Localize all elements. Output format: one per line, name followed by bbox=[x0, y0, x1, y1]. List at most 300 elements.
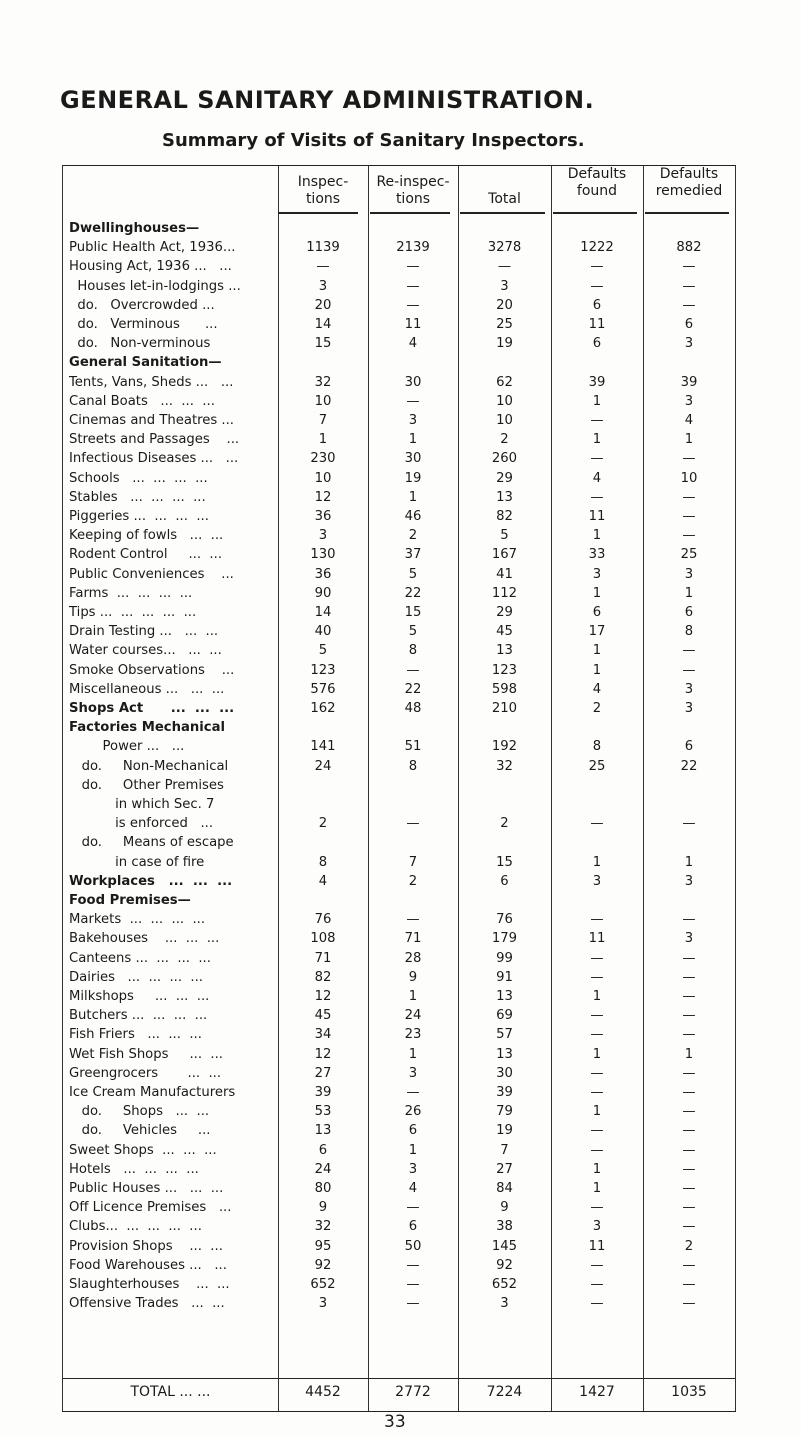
row-label: Power ... ... bbox=[69, 739, 185, 755]
cell-total: 123 bbox=[491, 662, 518, 678]
cell-defects-remedied: — bbox=[682, 1219, 696, 1235]
cell-reinspections: — bbox=[406, 816, 420, 832]
cell-defects-remedied: — bbox=[682, 489, 696, 505]
cell-defects-found: 2 bbox=[592, 701, 602, 716]
cell-inspections: 3 bbox=[318, 278, 328, 294]
table-row bbox=[63, 912, 736, 929]
row-label: Cinemas and Theatres ... bbox=[69, 413, 234, 428]
table-row bbox=[63, 1027, 736, 1044]
table-row bbox=[63, 874, 736, 891]
cell-total: 32 bbox=[496, 758, 513, 774]
cell-defects-found: 1 bbox=[592, 989, 602, 1004]
header-rule bbox=[645, 212, 729, 214]
cell-defects-remedied: 6 bbox=[684, 605, 694, 620]
row-label: in case of fire bbox=[69, 854, 205, 870]
cell-total: 92 bbox=[496, 1257, 513, 1273]
cell-defects-found: 1 bbox=[592, 854, 602, 870]
cell-reinspections: 2139 bbox=[396, 240, 430, 256]
cell-defects-remedied: — bbox=[682, 1161, 696, 1177]
table-row bbox=[63, 394, 736, 411]
table-row bbox=[63, 1123, 736, 1140]
cell-inspections: 24 bbox=[314, 758, 332, 774]
page-number: 33 bbox=[384, 1412, 406, 1432]
cell-inspections: 92 bbox=[314, 1257, 332, 1273]
table-row bbox=[63, 1258, 736, 1275]
row-label: do. Verminous ... bbox=[69, 317, 218, 332]
table-row bbox=[63, 1181, 736, 1198]
table-row bbox=[63, 1085, 736, 1102]
cell-reinspections: 22 bbox=[404, 585, 422, 601]
row-label: Dwellinghouses— bbox=[69, 221, 200, 236]
cell-inspections: 14 bbox=[314, 605, 332, 620]
cell-total: 79 bbox=[496, 1104, 513, 1120]
cell-reinspections: 28 bbox=[404, 950, 422, 966]
cell-defects-remedied: 3 bbox=[684, 393, 694, 409]
table-row bbox=[63, 816, 736, 833]
cell-inspections: 13 bbox=[314, 1123, 332, 1139]
cell-inspections: 95 bbox=[314, 1238, 332, 1254]
cell-reinspections: 24 bbox=[404, 1008, 422, 1024]
row-label: General Sanitation— bbox=[69, 355, 222, 371]
cell-defects-remedied: — bbox=[682, 1277, 696, 1292]
cell-defects-remedied: 1 bbox=[684, 585, 694, 601]
cell-inspections: 12 bbox=[314, 989, 332, 1004]
cell-defects-remedied: 1 bbox=[684, 854, 694, 870]
cell-defects-found: 6 bbox=[592, 336, 602, 352]
cell-total: 652 bbox=[491, 1277, 518, 1292]
table-row bbox=[63, 413, 736, 430]
row-label: Fish Friers ... ... ... bbox=[69, 1027, 202, 1043]
row-label: Drain Testing ... ... ... bbox=[69, 624, 219, 640]
cell-total: 13 bbox=[496, 489, 513, 505]
cell-total: 57 bbox=[496, 1027, 513, 1043]
cell-defects-remedied: — bbox=[682, 1104, 696, 1120]
row-label: do. Shops ... ... bbox=[69, 1104, 210, 1120]
cell-defects-remedied: — bbox=[682, 1296, 696, 1312]
row-label: Piggeries ... ... ... ... bbox=[69, 509, 209, 524]
cell-defects-remedied: 3 bbox=[684, 931, 694, 947]
cell-defects-found: 1 bbox=[592, 1104, 602, 1120]
cell-defects-found: — bbox=[590, 1085, 604, 1100]
cell-inspections: 12 bbox=[314, 1046, 332, 1062]
cell-inspections: 36 bbox=[314, 566, 332, 582]
cell-defects-remedied: — bbox=[682, 259, 696, 275]
table-row bbox=[63, 279, 736, 296]
cell-total: 3 bbox=[500, 1296, 509, 1312]
row-label: do. Vehicles ... bbox=[69, 1123, 211, 1139]
cell-total: 167 bbox=[491, 547, 518, 563]
total-defects-remedied: 1035 bbox=[671, 1384, 707, 1400]
cell-defects-remedied: — bbox=[682, 1142, 696, 1158]
cell-defects-remedied: 25 bbox=[680, 547, 698, 563]
table-row bbox=[63, 720, 736, 737]
cell-defects-found: — bbox=[590, 1277, 604, 1292]
table-row bbox=[63, 432, 736, 449]
table-row bbox=[63, 759, 736, 776]
cell-reinspections: — bbox=[406, 278, 420, 294]
cell-total: 598 bbox=[491, 681, 518, 697]
total-rule bbox=[278, 1378, 368, 1379]
row-label: Food Premises— bbox=[69, 893, 191, 908]
cell-inspections: 80 bbox=[314, 1181, 332, 1196]
cell-defects-found: 1 bbox=[592, 585, 602, 601]
cell-total: 38 bbox=[496, 1219, 513, 1235]
header-defects-found: Defaults found bbox=[567, 166, 627, 199]
table-row bbox=[63, 855, 736, 872]
table-row bbox=[63, 586, 736, 603]
cell-total: — bbox=[497, 259, 512, 275]
cell-defects-found: — bbox=[590, 1123, 604, 1139]
row-label: do. Means of escape bbox=[69, 835, 234, 851]
cell-reinspections: — bbox=[406, 1277, 420, 1292]
row-label: Bakehouses ... ... ... bbox=[69, 931, 220, 947]
cell-total: 69 bbox=[496, 1008, 513, 1024]
row-label: Offensive Trades ... ... bbox=[69, 1296, 225, 1312]
table-row bbox=[63, 1296, 736, 1313]
cell-total: 39 bbox=[496, 1085, 513, 1100]
total-rule bbox=[63, 1378, 278, 1379]
cell-defects-remedied: 3 bbox=[684, 566, 694, 582]
cell-total: 192 bbox=[491, 739, 518, 755]
cell-inspections: 108 bbox=[310, 931, 336, 947]
cell-defects-found: 1 bbox=[592, 528, 602, 544]
cell-defects-found: 1 bbox=[592, 1181, 602, 1196]
cell-reinspections: 4 bbox=[408, 336, 418, 352]
row-label: Off Licence Premises ... bbox=[69, 1200, 232, 1216]
cell-reinspections: 15 bbox=[404, 605, 422, 620]
cell-reinspections: — bbox=[406, 912, 420, 928]
cell-defects-remedied: — bbox=[682, 989, 696, 1004]
header-rule bbox=[553, 212, 637, 214]
row-label: Milkshops ... ... ... bbox=[69, 989, 210, 1004]
cell-reinspections: 6 bbox=[408, 1219, 418, 1235]
row-label: Houses let-in-lodgings ... bbox=[69, 278, 241, 294]
cell-reinspections: 48 bbox=[404, 701, 422, 716]
cell-inspections: 40 bbox=[314, 624, 332, 640]
cell-defects-remedied: 39 bbox=[680, 374, 698, 390]
cell-reinspections: 50 bbox=[404, 1238, 422, 1254]
cell-defects-found: — bbox=[590, 912, 604, 928]
cell-inspections: 27 bbox=[314, 1065, 332, 1081]
cell-inspections: 2 bbox=[318, 816, 328, 832]
row-label: Canteens ... ... ... ... bbox=[69, 950, 211, 966]
row-label: Public Houses ... ... ... bbox=[69, 1181, 224, 1196]
cell-reinspections: 5 bbox=[408, 624, 418, 640]
page-subtitle: Summary of Visits of Sanitary Inspectors. bbox=[162, 130, 585, 151]
cell-total: 27 bbox=[496, 1161, 513, 1177]
cell-inspections: 76 bbox=[314, 912, 332, 928]
cell-total: 19 bbox=[496, 1123, 513, 1139]
row-label: Ice Cream Manufacturers bbox=[69, 1085, 236, 1100]
cell-defects-remedied: — bbox=[682, 1123, 696, 1139]
table-row bbox=[63, 682, 736, 699]
cell-inspections: 15 bbox=[314, 336, 332, 352]
cell-reinspections: 1 bbox=[408, 1046, 418, 1062]
cell-defects-remedied: — bbox=[682, 950, 696, 966]
table-row bbox=[63, 739, 736, 756]
cell-total: 41 bbox=[496, 566, 513, 582]
cell-defects-found: — bbox=[590, 1142, 604, 1158]
cell-inspections: 3 bbox=[318, 528, 328, 544]
cell-total: 13 bbox=[496, 989, 513, 1004]
cell-defects-found: — bbox=[590, 950, 604, 966]
cell-defects-remedied: — bbox=[682, 816, 696, 832]
cell-defects-found: 11 bbox=[588, 317, 606, 332]
table-row bbox=[63, 1277, 736, 1294]
cell-defects-remedied: 3 bbox=[684, 336, 694, 352]
cell-defects-remedied: — bbox=[682, 1008, 696, 1024]
row-label: Housing Act, 1936 ... ... bbox=[69, 259, 232, 275]
cell-defects-found: 25 bbox=[588, 758, 606, 774]
row-label: Rodent Control ... ... bbox=[69, 547, 223, 563]
row-label: Tips ... ... ... ... ... bbox=[69, 605, 197, 620]
cell-inspections: 45 bbox=[314, 1008, 332, 1024]
cell-inspections: 20 bbox=[314, 297, 332, 313]
table-row bbox=[63, 1143, 736, 1160]
cell-total: 99 bbox=[496, 950, 513, 966]
cell-inspections: 10 bbox=[314, 470, 332, 486]
row-label: Schools ... ... ... ... bbox=[69, 470, 208, 486]
cell-defects-found: 6 bbox=[592, 297, 602, 313]
row-label: Wet Fish Shops ... ... bbox=[69, 1046, 223, 1062]
total-rule bbox=[368, 1378, 458, 1379]
cell-total: 2 bbox=[500, 432, 509, 448]
table-row bbox=[63, 298, 736, 315]
table-row bbox=[63, 317, 736, 334]
table-row bbox=[63, 1047, 736, 1064]
total-rule bbox=[551, 1378, 643, 1379]
cell-total: 179 bbox=[491, 931, 518, 947]
cell-defects-found: 11 bbox=[588, 1238, 606, 1254]
cell-reinspections: 8 bbox=[408, 758, 418, 774]
cell-inspections: 4 bbox=[318, 873, 328, 889]
cell-defects-remedied: 882 bbox=[676, 240, 702, 256]
page-title: GENERAL SANITARY ADMINISTRATION. bbox=[60, 86, 595, 114]
table-row bbox=[63, 835, 736, 852]
cell-defects-found: — bbox=[590, 259, 604, 275]
row-label: Factories Mechanical bbox=[69, 720, 226, 736]
cell-reinspections: 1 bbox=[408, 489, 418, 505]
row-label: Hotels ... ... ... ... bbox=[69, 1161, 199, 1177]
cell-inspections: 141 bbox=[310, 739, 336, 755]
cell-total: 210 bbox=[491, 701, 518, 716]
table-row bbox=[63, 336, 736, 353]
cell-defects-remedied: 6 bbox=[684, 317, 694, 332]
cell-defects-remedied: — bbox=[682, 912, 696, 928]
cell-inspections: 230 bbox=[310, 451, 336, 467]
table-row bbox=[63, 528, 736, 545]
cell-inspections: 32 bbox=[314, 374, 332, 390]
cell-reinspections: — bbox=[406, 259, 420, 275]
cell-defects-remedied: — bbox=[682, 1085, 696, 1100]
row-label: Food Warehouses ... ... bbox=[69, 1257, 227, 1273]
cell-defects-remedied: 2 bbox=[684, 1238, 694, 1254]
cell-total: 10 bbox=[496, 413, 513, 428]
cell-inspections: 39 bbox=[314, 1085, 332, 1100]
cell-inspections: 82 bbox=[314, 969, 332, 985]
cell-defects-found: 8 bbox=[592, 739, 602, 755]
cell-reinspections: — bbox=[406, 1296, 420, 1312]
cell-defects-found: 4 bbox=[592, 470, 602, 486]
cell-total: 13 bbox=[496, 643, 513, 659]
row-label: Smoke Observations ... bbox=[69, 662, 235, 678]
cell-total: 9 bbox=[500, 1200, 509, 1216]
cell-total: 19 bbox=[496, 336, 513, 352]
cell-defects-found: 1 bbox=[592, 393, 602, 409]
row-label: Shops Act ... ... ... bbox=[69, 701, 235, 716]
cell-inspections: 32 bbox=[314, 1219, 332, 1235]
cell-total: 10 bbox=[496, 393, 513, 409]
table-row bbox=[63, 509, 736, 526]
cell-defects-remedied: — bbox=[682, 1027, 696, 1043]
cell-total: 6 bbox=[500, 873, 509, 889]
cell-total: 29 bbox=[496, 470, 513, 486]
table-row bbox=[63, 1008, 736, 1025]
cell-defects-found: 11 bbox=[588, 509, 606, 524]
row-label: Provision Shops ... ... bbox=[69, 1238, 223, 1254]
cell-defects-found: — bbox=[590, 1200, 604, 1216]
cell-inspections: 34 bbox=[314, 1027, 332, 1043]
cell-defects-remedied: 4 bbox=[684, 413, 694, 428]
cell-defects-found: — bbox=[590, 413, 604, 428]
row-label: Tents, Vans, Sheds ... ... bbox=[69, 374, 234, 390]
cell-defects-found: — bbox=[590, 451, 604, 467]
table-row bbox=[63, 355, 736, 372]
table-row bbox=[63, 989, 736, 1006]
cell-reinspections: — bbox=[406, 393, 420, 409]
cell-reinspections: 22 bbox=[404, 681, 422, 697]
total-rule bbox=[458, 1378, 551, 1379]
header-defects-remedied: Defaults remedied bbox=[655, 166, 723, 199]
total-total: 7224 bbox=[486, 1384, 523, 1400]
row-label: do. Overcrowded ... bbox=[69, 297, 215, 313]
cell-defects-remedied: 1 bbox=[684, 1046, 694, 1062]
cell-defects-remedied: 8 bbox=[684, 624, 694, 640]
cell-reinspections: 6 bbox=[408, 1123, 418, 1139]
cell-inspections: 5 bbox=[318, 643, 328, 659]
cell-reinspections: 30 bbox=[404, 374, 422, 390]
cell-total: 91 bbox=[496, 969, 513, 985]
cell-defects-remedied: — bbox=[682, 643, 696, 659]
cell-total: 260 bbox=[491, 451, 518, 467]
cell-inspections: 1139 bbox=[306, 240, 340, 256]
cell-total: 13 bbox=[496, 1046, 513, 1062]
cell-inspections: 576 bbox=[310, 681, 336, 697]
cell-defects-remedied: 3 bbox=[684, 701, 694, 716]
row-label: Sweet Shops ... ... ... bbox=[69, 1142, 217, 1158]
cell-inspections: 123 bbox=[310, 662, 336, 678]
total-label: TOTAL ... ... bbox=[130, 1384, 211, 1400]
cell-total: 62 bbox=[496, 374, 513, 390]
table-row bbox=[63, 663, 736, 680]
table-row bbox=[63, 1239, 736, 1256]
cell-reinspections: 26 bbox=[404, 1104, 422, 1120]
cell-total: 25 bbox=[496, 317, 513, 332]
cell-defects-remedied: 1 bbox=[684, 432, 694, 448]
cell-total: 84 bbox=[496, 1181, 513, 1196]
cell-defects-remedied: 6 bbox=[684, 739, 694, 755]
cell-inspections: 53 bbox=[314, 1104, 332, 1120]
cell-defects-remedied: — bbox=[682, 969, 696, 985]
cell-total: 82 bbox=[496, 509, 513, 524]
cell-total: 112 bbox=[491, 585, 518, 601]
cell-defects-found: — bbox=[590, 1296, 604, 1312]
table-row bbox=[63, 778, 736, 795]
cell-inspections: 8 bbox=[318, 854, 328, 870]
cell-defects-remedied: — bbox=[682, 297, 696, 313]
cell-defects-remedied: — bbox=[682, 1181, 696, 1196]
row-label: do. Non-verminous bbox=[69, 336, 211, 352]
row-label: Public Health Act, 1936... bbox=[69, 240, 236, 256]
cell-defects-found: 6 bbox=[592, 605, 602, 620]
cell-defects-found: — bbox=[590, 816, 604, 832]
cell-reinspections: 71 bbox=[404, 931, 422, 947]
table-row bbox=[63, 1104, 736, 1121]
cell-defects-found: 1 bbox=[592, 643, 602, 659]
cell-inspections: 24 bbox=[314, 1161, 332, 1177]
total-inspections: 4452 bbox=[305, 1384, 341, 1400]
table-row bbox=[63, 240, 736, 257]
cell-total: 2 bbox=[500, 816, 509, 832]
cell-reinspections: — bbox=[406, 1200, 420, 1216]
cell-inspections: 7 bbox=[318, 413, 328, 428]
cell-inspections: — bbox=[316, 259, 330, 275]
cell-defects-found: 4 bbox=[592, 681, 602, 697]
table-row bbox=[63, 701, 736, 718]
row-label: Stables ... ... ... ... bbox=[69, 489, 206, 505]
cell-total: 145 bbox=[491, 1238, 518, 1254]
cell-defects-remedied: — bbox=[682, 1065, 696, 1081]
table-row bbox=[63, 624, 736, 641]
table-row bbox=[63, 951, 736, 968]
cell-reinspections: 1 bbox=[408, 432, 418, 448]
table-row bbox=[63, 970, 736, 987]
cell-defects-found: — bbox=[590, 489, 604, 505]
cell-reinspections: 23 bbox=[404, 1027, 422, 1043]
row-label: Clubs... ... ... ... ... bbox=[69, 1219, 202, 1235]
cell-defects-remedied: — bbox=[682, 528, 696, 544]
cell-inspections: 162 bbox=[310, 701, 336, 716]
row-label: Public Conveniences ... bbox=[69, 566, 234, 582]
cell-defects-found: 3 bbox=[592, 873, 602, 889]
row-label: Miscellaneous ... ... ... bbox=[69, 681, 225, 697]
cell-defects-remedied: — bbox=[682, 1200, 696, 1216]
header-rule bbox=[278, 212, 358, 214]
cell-reinspections: — bbox=[406, 1257, 420, 1273]
table-row bbox=[63, 547, 736, 564]
cell-defects-found: — bbox=[590, 1065, 604, 1081]
row-label: Markets ... ... ... ... bbox=[69, 912, 206, 928]
header-rule bbox=[370, 212, 450, 214]
cell-reinspections: 9 bbox=[408, 969, 418, 985]
cell-defects-found: 3 bbox=[592, 1219, 602, 1235]
row-label: Keeping of fowls ... ... bbox=[69, 528, 224, 544]
cell-total: 7 bbox=[500, 1142, 509, 1158]
row-label: Butchers ... ... ... ... bbox=[69, 1008, 208, 1024]
row-label: Water courses... ... ... bbox=[69, 643, 222, 659]
cell-reinspections: 2 bbox=[408, 873, 418, 889]
row-label: Infectious Diseases ... ... bbox=[69, 451, 239, 467]
row-label: Slaughterhouses ... ... bbox=[69, 1277, 230, 1292]
cell-reinspections: 4 bbox=[408, 1181, 418, 1196]
header-total: Total bbox=[488, 191, 521, 207]
cell-inspections: 14 bbox=[314, 317, 332, 332]
total-reinspections: 2772 bbox=[395, 1384, 431, 1400]
cell-total: 76 bbox=[496, 912, 513, 928]
cell-defects-found: 39 bbox=[588, 374, 606, 390]
cell-total: 45 bbox=[496, 624, 513, 640]
row-label: Farms ... ... ... ... bbox=[69, 585, 193, 601]
